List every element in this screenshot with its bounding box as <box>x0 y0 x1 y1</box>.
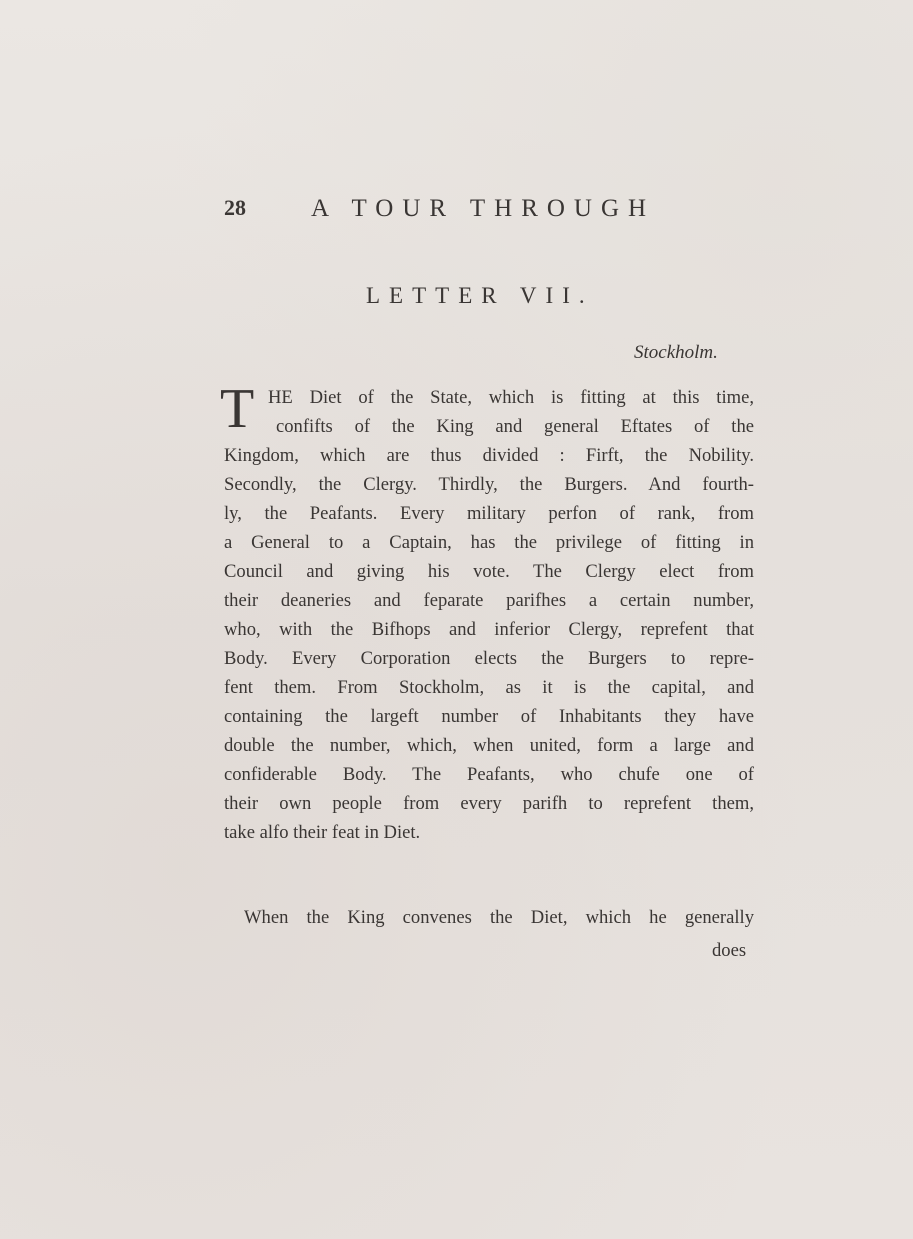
text-line: Council and giving his vote. The Clergy elect from <box>224 561 754 582</box>
text-line: take alfo their feat in Diet. <box>224 822 421 843</box>
text-line: ly, the Peafants. Every military perfon of rank, from <box>224 503 754 524</box>
page-header <box>224 195 704 225</box>
text-line: confiderable Body. The Peafants, who chufe one of <box>224 764 754 785</box>
text-line: HE Diet of the State, which is fitting at this time, <box>268 387 754 408</box>
text-line: a General to a Captain, has the privilege of fitting in <box>224 532 754 553</box>
text-line: their own people from every parifh to reprefent them, <box>224 793 754 814</box>
dateline: Stockholm. <box>634 342 718 363</box>
letter-title: LETTER VII. <box>366 283 594 308</box>
text-line: Body. Every Corporation elects the Burgers to repre- <box>224 648 754 669</box>
page-number: 28 <box>224 195 246 220</box>
catchword: does <box>712 940 747 961</box>
paragraph-1 <box>220 378 754 847</box>
text-line: confifts of the King and general Eftates of the <box>276 416 754 437</box>
text-line: double the number, which, when united, form a large and <box>224 735 754 756</box>
paragraph-2-first-line: When the King convenes the Diet, which he generally <box>244 907 754 928</box>
text-line: fent them. From Stockholm, as it is the capital, and <box>224 677 754 698</box>
text-line: Kingdom, which are thus divided : Firft, the Nobility. <box>224 445 754 466</box>
drop-cap: T <box>220 378 255 440</box>
text-line: who, with the Bifhops and inferior Clergy, reprefent that <box>224 619 754 640</box>
text-line: their deaneries and feparate parifhes a certain number, <box>224 590 754 611</box>
running-head: A TOUR THROUGH <box>311 195 656 222</box>
text-line: Secondly, the Clergy. Thirdly, the Burgers. And fourth- <box>224 474 754 495</box>
text-line: containing the largeft number of Inhabitants they have <box>224 706 754 727</box>
